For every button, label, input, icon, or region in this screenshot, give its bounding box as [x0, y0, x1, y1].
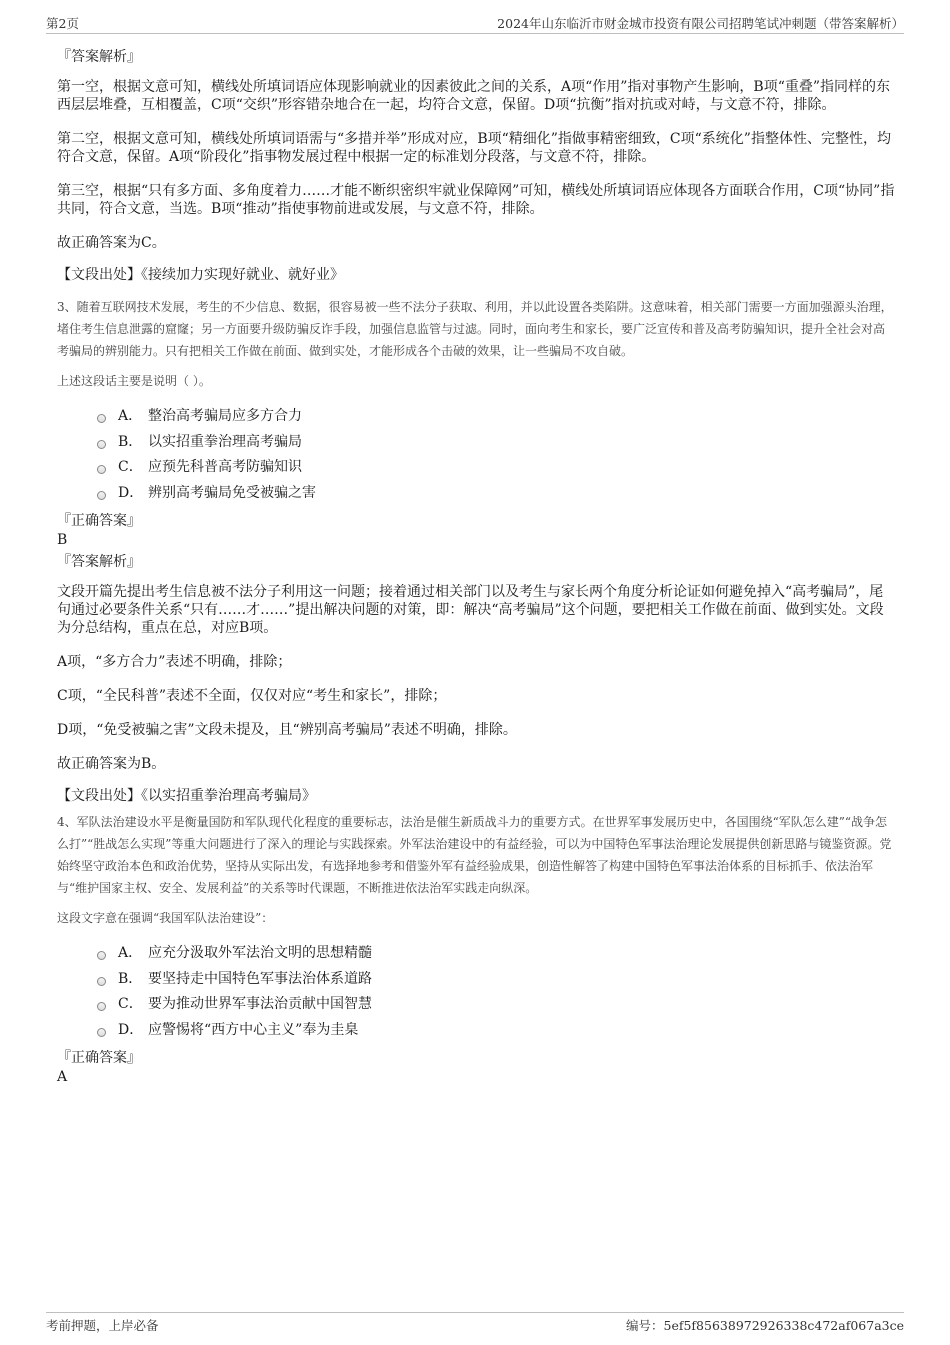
- option-c[interactable]: C． 要为推动世界军事法治贡献中国智慧: [97, 992, 895, 1018]
- radio-icon[interactable]: [97, 414, 106, 423]
- radio-icon[interactable]: [97, 1002, 106, 1011]
- option-d[interactable]: D． 辨别高考骗局免受被骗之害: [97, 481, 895, 507]
- main-content: [57, 47, 895, 1086]
- analysis-paragraph: 第三空，根据“只有多方面、多角度着力……才能不断织密织牢就业保障网”可知，横线处所填词语应体现各方面联合作用，C项“协同”指共同，符合文意，当选。B项“推动”指使事物前进或发展，与文意不符，排除。: [57, 183, 895, 217]
- page-number: 第2页: [46, 16, 79, 31]
- options-list: [97, 941, 895, 1043]
- answer-value: B: [57, 532, 68, 548]
- document-title: 2024年山东临沂市财金城市投资有限公司招聘笔试冲刺题（带答案解析）: [497, 16, 904, 31]
- radio-icon[interactable]: [97, 977, 106, 986]
- option-d[interactable]: D． 应警惕将“西方中心主义”奉为圭臬: [97, 1018, 895, 1044]
- option-a[interactable]: A． 整治高考骗局应多方合力: [97, 404, 895, 430]
- option-text: 应预先科普高考防骗知识: [148, 459, 302, 475]
- footer-slogan: 考前押题，上岸必备: [46, 1318, 159, 1333]
- page-footer: [46, 1312, 904, 1333]
- options-list: [97, 404, 895, 506]
- option-text: 以实招重拳治理高考骗局: [148, 433, 302, 450]
- question-passage: 3、随着互联网技术发展，考生的不少信息、数据，很容易被一些不法分子获取、利用，并以此设置各类陷阱。这意味着，相关部门需要一方面加强源头治理，堵住考生信息泄露的窟窿；另一方面要升级防骗反诈手段，加强信息监管与过滤。同时，面向考生和家长，要广泛宣传和普及高考防骗知识，提升全社会对高考骗局的辨别能力。只有把相关工作做在前面、做到实处，才能形成各个击破的效果，让一些骗局不攻自破。: [57, 300, 893, 358]
- analysis-paragraph: 文段开篇先提出考生信息被不法分子利用这一问题；接着通过相关部门以及考生与家长两个角度分析论证如何避免掉入“高考骗局”，尾句通过必要条件关系“只有……才……”提出解决问题的对策，即：解决“高考骗局”这个问题，要把相关工作做在前面、做到实处。文段为分总结构，重点在总，对应B项。: [57, 584, 884, 636]
- option-text: 整治高考骗局应多方合力: [148, 408, 302, 424]
- question-passage: 4、军队法治建设水平是衡量国防和军队现代化程度的重要标志，法治是催生新质战斗力的重要方式。在世界军事发展历史中，各国围绕“军队怎么建”“战争怎么打”“胜战怎么实现”等重大问题进行了深入的理论与实践探索。外军法治建设中的有益经验，可以为中国特色军事法治理论发展提供创新思路与镜鉴资源。党始终坚守政治本色和政治优势，坚持从实际出发，有选择地参考和借鉴外军有益经验成果，创造性解答了构建中国特色军事法治体系的目标抓手、依法治军与“维护国家主权、安全、发展利益”的关系等时代课题，不断推进依法治军实践走向纵深。: [57, 815, 892, 895]
- radio-icon[interactable]: [97, 951, 106, 960]
- radio-icon[interactable]: [97, 491, 106, 500]
- conclusion: 故正确答案为C。: [57, 235, 166, 251]
- analysis-paragraph: A项，“多方合力”表述不明确，排除；: [57, 654, 292, 670]
- option-text: 应警惕将“西方中心主义”奉为圭臬: [148, 1021, 359, 1038]
- radio-icon[interactable]: [97, 1028, 106, 1037]
- answer-label: 『正确答案』: [57, 1050, 141, 1066]
- analysis-paragraph: D项，“免受被骗之害”文段未提及，且“辨别高考骗局”表述不明确，排除。: [57, 722, 517, 738]
- option-text: 应充分汲取外军法治文明的思想精髓: [148, 945, 372, 961]
- question-prompt: 这段文字意在强调“我国军队法治建设”：: [57, 911, 274, 925]
- analysis-paragraph: 第一空，根据文意可知，横线处所填词语应体现影响就业的因素彼此之间的关系，A项“作用”指对事物产生影响，B项“重叠”指同样的东西层层堆叠，互相覆盖，C项“交织”形容错杂地合在一起，均符合文意，保留。D项“抗衡”指对抗或对峙，与文意不符，排除。: [57, 79, 891, 113]
- document-id: 编号：5ef5f85638972926338c472af067a3ce: [626, 1318, 904, 1333]
- answer-label: 『正确答案』: [57, 513, 141, 529]
- option-a[interactable]: A． 应充分汲取外军法治文明的思想精髓: [97, 941, 895, 967]
- analysis-label: 『答案解析』: [57, 49, 141, 65]
- source-citation: 【文段出处】《以实招重拳治理高考骗局》: [57, 788, 316, 804]
- conclusion: 故正确答案为B。: [57, 756, 166, 772]
- option-b[interactable]: B． 要坚持走中国特色军事法治体系道路: [97, 967, 895, 993]
- analysis-label: 『答案解析』: [57, 554, 141, 570]
- radio-icon[interactable]: [97, 440, 106, 449]
- option-text: 辨别高考骗局免受被骗之害: [148, 484, 316, 501]
- option-b[interactable]: B． 以实招重拳治理高考骗局: [97, 430, 895, 456]
- option-text: 要坚持走中国特色军事法治体系道路: [148, 970, 372, 987]
- source-citation: 【文段出处】《接续加力实现好就业、就好业》: [57, 267, 344, 283]
- option-c[interactable]: C． 应预先科普高考防骗知识: [97, 455, 895, 481]
- page-header: [46, 13, 904, 34]
- option-text: 要为推动世界军事法治贡献中国智慧: [148, 996, 372, 1012]
- question-prompt: 上述这段话主要是说明（ ）。: [57, 374, 211, 388]
- radio-icon[interactable]: [97, 465, 106, 474]
- analysis-paragraph: C项，“全民科普”表述不全面，仅仅对应“考生和家长”，排除；: [57, 688, 447, 704]
- analysis-paragraph: 第二空，根据文意可知，横线处所填词语需与“多措并举”形成对应，B项“精细化”指做事精密细致，C项“系统化”指整体性、完整性，均符合文意，保留。A项“阶段化”指事物发展过程中根据一定的标准划分段落，与文意不符，排除。: [57, 131, 891, 165]
- answer-value: A: [57, 1069, 68, 1085]
